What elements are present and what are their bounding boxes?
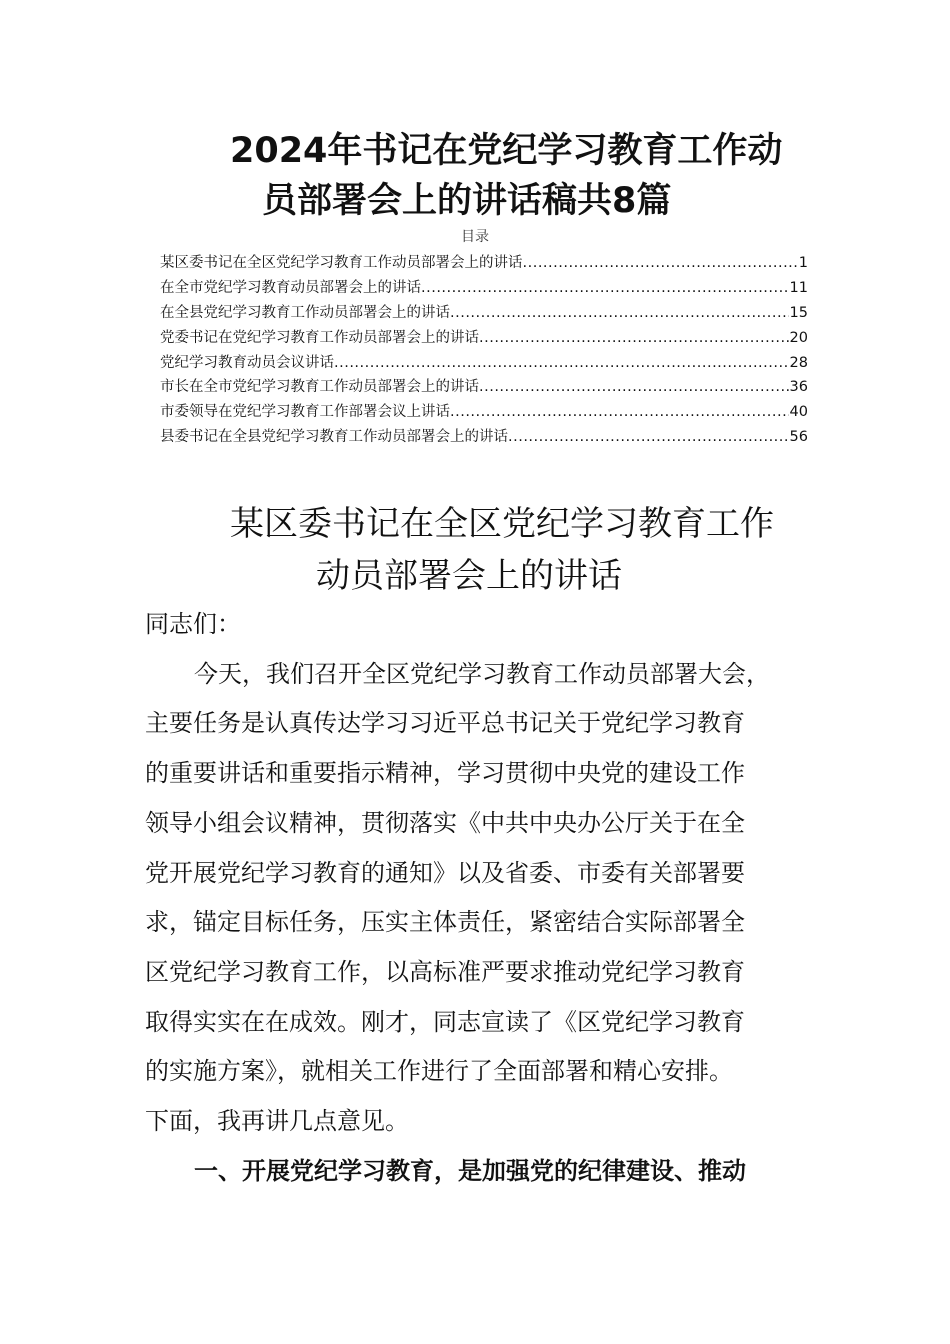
paragraph — [145, 650, 835, 1147]
body-text — [145, 600, 835, 1196]
toc-entry-text: 在全县党纪学习教育工作动员部署会上的讲话 — [160, 304, 450, 321]
toc-entry[interactable] — [160, 351, 808, 376]
paragraph-line: 主要任务是认真传达学习习近平总书记关于党纪学习教育 — [145, 709, 745, 738]
toc-entry[interactable] — [160, 276, 808, 301]
toc-leader-dots — [479, 326, 789, 351]
toc-entry-text: 在全市党纪学习教育动员部署会上的讲话 — [160, 279, 421, 296]
toc-entry[interactable] — [160, 251, 808, 276]
toc-entry-page: 20 — [789, 329, 808, 346]
toc-entry[interactable] — [160, 301, 808, 326]
toc-entry-page: 40 — [789, 404, 808, 421]
toc-entry-text: 县委书记在全县党纪学习教育工作动员部署会上的讲话 — [160, 429, 508, 446]
toc-entry-page: 15 — [789, 304, 808, 321]
paragraph-line: 领导小组会议精神，贯彻落实《中共中央办公厅关于在全 — [145, 808, 745, 837]
toc-entry-page: 11 — [789, 279, 808, 296]
toc-entry-text: 某区委书记在全区党纪学习教育工作动员部署会上的讲话 — [160, 255, 523, 271]
toc-entry-text: 市长在全市党纪学习教育工作动员部署会上的讲话 — [160, 379, 479, 396]
heading-level-one: 一、开展党纪学习教育，是加强党的纪律建设、推动 — [194, 1156, 746, 1185]
paragraph-line: 党开展党纪学习教育的通知》以及省委、市委有关部署要 — [145, 858, 745, 887]
toc-leader-dots — [421, 276, 789, 301]
table-of-contents — [160, 251, 808, 450]
toc-entry[interactable] — [160, 326, 808, 351]
toc-entry[interactable] — [160, 425, 808, 450]
toc-leader-dots — [508, 425, 789, 450]
toc-entry-page: 1 — [798, 255, 808, 271]
toc-leader-dots — [334, 351, 789, 376]
toc-entry[interactable] — [160, 400, 808, 425]
paragraph-line: 求，锚定目标任务，压实主体责任，紧密结合实际部署全 — [145, 908, 745, 937]
document-title-line1: 2024年书记在党纪学习教育工作动 — [230, 131, 783, 171]
toc-heading: 目录 — [461, 229, 489, 245]
section-title — [140, 498, 860, 602]
toc-entry-text: 市委领导在党纪学习教育工作部署会议上讲话 — [160, 404, 450, 421]
paragraph-line: 今天，我们召开全区党纪学习教育工作动员部署大会， — [194, 659, 770, 688]
toc-entry-page: 28 — [789, 354, 808, 371]
toc-leader-dots — [523, 251, 798, 276]
toc-leader-dots — [479, 375, 789, 400]
document-title-line2: 员部署会上的讲话稿共8篇 — [262, 181, 672, 221]
section-title-line1: 某区委书记在全区党纪学习教育工作 — [230, 504, 774, 544]
toc-entry-page: 36 — [789, 379, 808, 396]
greeting: 同志们： — [145, 610, 241, 638]
toc-entry-text: 党委书记在党纪学习教育工作动员部署会上的讲话 — [160, 329, 479, 346]
paragraph-line: 的实施方案》，就相关工作进行了全面部署和精心安排。 — [145, 1057, 733, 1086]
toc-entry-page: 56 — [789, 429, 808, 446]
document-title — [140, 126, 880, 226]
paragraph-line: 区党纪学习教育工作，以高标准严要求推动党纪学习教育 — [145, 957, 745, 986]
toc-entry-text: 党纪学习教育动员会议讲话 — [160, 354, 334, 371]
paragraph-line: 下面，我再讲几点意见。 — [145, 1107, 409, 1136]
paragraph-line: 取得实实在在成效。刚才，同志宣读了《区党纪学习教育 — [145, 1007, 745, 1036]
toc-entry[interactable] — [160, 375, 808, 400]
section-title-line2: 动员部署会上的讲话 — [316, 556, 622, 596]
toc-leader-dots — [450, 301, 789, 326]
paragraph-line: 的重要讲话和重要指示精神，学习贯彻中央党的建设工作 — [145, 759, 745, 788]
toc-leader-dots — [450, 400, 789, 425]
